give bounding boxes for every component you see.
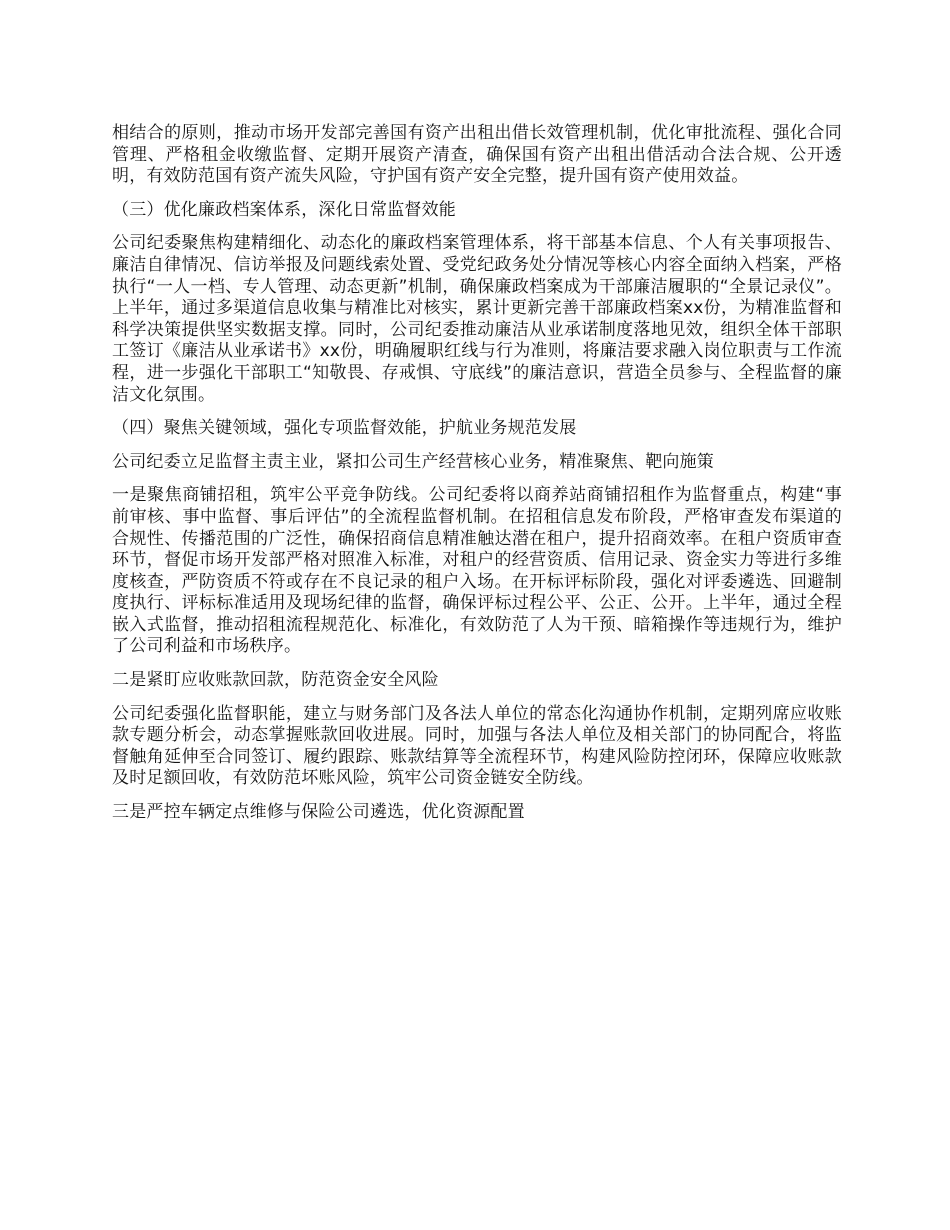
subheading-vehicle-maintenance: 三是严控车辆定点维修与保险公司遴选，优化资源配置 bbox=[112, 802, 525, 823]
paragraph-key-areas-intro: 公司纪委立足监督主责主业，紧扣公司生产经营核心业务，精准聚焦、靶向施策 bbox=[112, 451, 714, 472]
paragraph-shop-leasing: 一是聚焦商铺招租，筑牢公平竞争防线。公司纪委将以商养站商铺招租作为监督重点，构建“事前审核、事中监督、事后评估”的全流程监督机制。在招租信息发布阶段，严格审查发布渠道的合规性、传播范围的广泛性，确保招商信息精准触达潜在租户，提升招商效率。在租户资质审查环节，督促市场开发部严格对照准入标准，对租户的经营资质、信用记录、资金实力等进行多维度核查，严防资质不符或存在不良记录的租户入场。在开标评标阶段，强化对评委遴选、回避制度执行、评标标准适用及现场纪律的监督，确保评标过程公平、公正、公开。上半年，通过全程嵌入式监督，推动招租流程规范化、标准化，有效防范了人为干预、暗箱操作等违规行为，维护了公司利益和市场秩序。 bbox=[112, 485, 842, 657]
subheading-receivables: 二是紧盯应收账款回款，防范资金安全风险 bbox=[112, 670, 439, 691]
paragraph-integrity-archives: 公司纪委聚焦构建精细化、动态化的廉政档案管理体系，将干部基本信息、个人有关事项报告、廉洁自律情况、信访举报及问题线索处置、受党纪政务处分情况等核心内容全面纳入档案，严格执行“一人一档、专人管理、动态更新”机制，确保廉政档案成为干部廉洁履职的“全景记录仪”。上半年，通过多渠道信息收集与精准比对核实，累计更新完善干部廉政档案xx份，为精准监督和科学决策提供坚实数据支撑。同时，公司纪委推动廉洁从业承诺制度落地见效，组织全体干部职工签订《廉洁从业承诺书》xx份，明确履职红线与行为准则，将廉洁要求融入岗位职责与工作流程，进一步强化干部职工“知敬畏、存戒惧、守底线”的廉洁意识，营造全员参与、全程监督的廉洁文化氛围。 bbox=[112, 233, 842, 405]
section-heading-key-areas: （四）聚焦关键领域，强化专项监督效能，护航业务规范发展 bbox=[112, 418, 577, 439]
paragraph-receivables: 公司纪委强化监督职能，建立与财务部门及各法人单位的常态化沟通协作机制，定期列席应收账款专题分析会，动态掌握账款回收进展。同时，加强与各法人单位及相关部门的协同配合，将监督触角延伸至合同签订、履约跟踪、账款结算等全流程环节，构建风险防控闭环，保障应收账款及时足额回收，有效防范坏账风险，筑牢公司资金链安全防线。 bbox=[112, 703, 842, 789]
paragraph-asset-leasing: 相结合的原则，推动市场开发部完善国有资产出租出借长效管理机制，优化审批流程、强化合同管理、严格租金收缴监督、定期开展资产清查，确保国有资产出租出借活动合法合规、公开透明，有效防范国有资产流失风险，守护国有资产安全完整，提升国有资产使用效益。 bbox=[112, 123, 842, 187]
document-page bbox=[112, 123, 842, 836]
section-heading-integrity-archives: （三）优化廉政档案体系，深化日常监督效能 bbox=[112, 199, 456, 220]
